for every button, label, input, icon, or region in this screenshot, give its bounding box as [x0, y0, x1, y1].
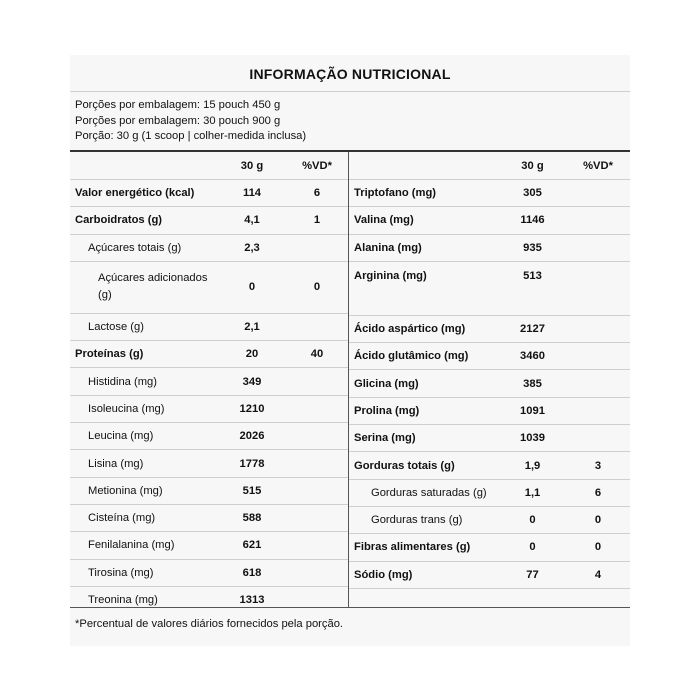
- right-header-row: [349, 152, 630, 180]
- nutrient-vd: [566, 370, 630, 397]
- nutrition-title: INFORMAÇÃO NUTRICIONAL: [70, 55, 630, 92]
- nutrient-vd: [286, 532, 348, 559]
- nutrient-name: Isoleucina (mg): [70, 395, 218, 422]
- nutrient-name: Ácido glutâmico (mg): [349, 343, 499, 370]
- right-header-vd: %VD*: [566, 152, 630, 180]
- table-row: [70, 504, 348, 531]
- nutrient-vd: [286, 450, 348, 477]
- table-row: [70, 559, 348, 586]
- table-row: [70, 532, 348, 559]
- right-header-name: [349, 152, 499, 180]
- nutrient-vd: [566, 343, 630, 370]
- nutrient-name: Proteínas (g): [70, 341, 218, 368]
- table-row: [70, 395, 348, 422]
- table-row: [349, 370, 630, 397]
- nutrient-value: 0: [499, 534, 566, 561]
- table-row: [349, 452, 630, 479]
- nutrition-table-left: [70, 152, 348, 613]
- nutrient-value: 114: [218, 180, 286, 207]
- nutrient-vd: [286, 586, 348, 613]
- nutrient-vd: [286, 559, 348, 586]
- table-row: [349, 534, 630, 561]
- nutrient-value: 1313: [239, 594, 265, 606]
- nutrient-value: 515: [218, 477, 286, 504]
- nutrient-value: 77: [499, 561, 566, 588]
- nutrient-vd: [286, 395, 348, 422]
- nutrient-vd: [566, 397, 630, 424]
- footnote: *Percentual de valores diários fornecidos pela porção.: [75, 618, 344, 630]
- table-row: [349, 234, 630, 261]
- nutrient-value: 0: [499, 506, 566, 533]
- nutrient-name: Treonina (mg): [88, 594, 158, 606]
- table-row: [349, 261, 630, 315]
- table-row: [349, 315, 630, 342]
- nutrient-vd: [566, 261, 630, 315]
- table-row: [349, 479, 630, 506]
- table-row: [70, 234, 348, 261]
- nutrient-name: Valor energético (kcal): [70, 180, 218, 207]
- nutrient-vd: 6: [286, 180, 348, 207]
- right-header-amount: 30 g: [499, 152, 566, 180]
- nutrient-name: Gorduras saturadas (g): [349, 479, 499, 506]
- nutrient-value: 588: [218, 504, 286, 531]
- nutrient-name: Arginina (mg): [349, 261, 499, 315]
- nutrient-vd: 4: [566, 561, 630, 588]
- nutrient-name: Ácido aspártico (mg): [349, 315, 499, 342]
- nutrient-name: Carboidratos (g): [70, 207, 218, 234]
- left-header-row: [70, 152, 348, 180]
- table-row: [70, 261, 348, 313]
- table-row: [70, 313, 348, 340]
- table-row: [70, 450, 348, 477]
- nutrient-value: 3460: [499, 343, 566, 370]
- nutrient-value: 385: [499, 370, 566, 397]
- nutrient-value: 1,9: [499, 452, 566, 479]
- nutrient-name: Triptofano (mg): [349, 180, 499, 207]
- nutrient-vd: 6: [566, 479, 630, 506]
- nutrient-vd: [286, 313, 348, 340]
- nutrient-vd: [566, 207, 630, 234]
- nutrient-value: 2026: [218, 423, 286, 450]
- portion-info: [75, 98, 306, 145]
- nutrient-vd: 3: [566, 452, 630, 479]
- nutrient-value: 618: [218, 559, 286, 586]
- portion-line-1: Porções por embalagem: 15 pouch 450 g: [75, 99, 281, 111]
- table-bottom-rule: [70, 607, 630, 608]
- nutrient-name: [349, 588, 499, 615]
- nutrient-value: 513: [499, 261, 566, 315]
- nutrient-vd: [566, 180, 630, 207]
- nutrient-name: Gorduras totais (g): [349, 452, 499, 479]
- table-row: [70, 180, 348, 207]
- nutrient-vd: [566, 588, 630, 615]
- nutrient-vd: 1: [286, 207, 348, 234]
- table-row: [70, 477, 348, 504]
- nutrient-name: Tirosina (mg): [70, 559, 218, 586]
- nutrient-vd: [286, 368, 348, 395]
- nutrient-name: Metionina (mg): [70, 477, 218, 504]
- nutrient-value: [499, 588, 566, 615]
- column-divider: [348, 152, 349, 607]
- nutrition-facts-panel: [70, 55, 630, 646]
- portion-line-2: Porções por embalagem: 30 pouch 900 g: [75, 114, 281, 127]
- nutrient-name: Lactose (g): [70, 313, 218, 340]
- nutrient-vd: [566, 234, 630, 261]
- left-header-amount: 30 g: [218, 152, 286, 180]
- nutrient-value: 20: [218, 341, 286, 368]
- nutrient-value: 1778: [218, 450, 286, 477]
- table-row: [349, 180, 630, 207]
- nutrient-vd: 0: [566, 506, 630, 533]
- table-row: [70, 341, 348, 368]
- table-row: [70, 368, 348, 395]
- nutrient-name: Serina (mg): [349, 425, 499, 452]
- left-header-name: [70, 152, 218, 180]
- table-row: [349, 588, 630, 615]
- table-row: [70, 586, 348, 613]
- nutrient-vd: [286, 234, 348, 261]
- nutrient-value: 621: [218, 532, 286, 559]
- nutrient-value: 1210: [218, 395, 286, 422]
- nutrient-name: Açúcares totais (g): [70, 234, 218, 261]
- nutrient-name: Valina (mg): [349, 207, 499, 234]
- nutrient-vd: 0: [566, 534, 630, 561]
- nutrient-value: 2,3: [218, 234, 286, 261]
- nutrient-value: 305: [499, 180, 566, 207]
- nutrient-name: Fibras alimentares (g): [349, 534, 499, 561]
- nutrient-name: Leucina (mg): [70, 423, 218, 450]
- nutrient-name: Histidina (mg): [70, 368, 218, 395]
- nutrient-value: 4,1: [218, 207, 286, 234]
- nutrient-vd: 40: [286, 341, 348, 368]
- table-row: [70, 423, 348, 450]
- nutrient-vd: [566, 425, 630, 452]
- nutrient-value: 1091: [499, 397, 566, 424]
- nutrient-name: Prolina (mg): [349, 397, 499, 424]
- nutrient-value: 1039: [499, 425, 566, 452]
- portion-line-3: Porção: 30 g (1 scoop | colher-medida inclusa): [75, 130, 307, 142]
- nutrient-vd: [286, 504, 348, 531]
- nutrient-value: 1146: [499, 207, 566, 234]
- left-header-vd: %VD*: [286, 152, 348, 180]
- nutrient-vd: [566, 315, 630, 342]
- nutrient-name: Gorduras trans (g): [349, 506, 499, 533]
- table-row: [349, 397, 630, 424]
- table-row: [349, 207, 630, 234]
- nutrition-table-right: [349, 152, 630, 615]
- nutrient-name: Cisteína (mg): [70, 504, 218, 531]
- table-row: [349, 506, 630, 533]
- table-row: [349, 561, 630, 588]
- nutrient-value: 1,1: [499, 479, 566, 506]
- nutrient-name: Glicina (mg): [349, 370, 499, 397]
- nutrient-value: 0: [218, 261, 286, 313]
- nutrient-vd: 0: [286, 261, 348, 313]
- nutrient-value: 935: [499, 234, 566, 261]
- nutrient-vd: [286, 423, 348, 450]
- nutrient-name: Alanina (mg): [349, 234, 499, 261]
- nutrient-name: Açúcares adicionados (g): [70, 261, 218, 313]
- nutrient-value: 2127: [499, 315, 566, 342]
- nutrient-vd: [286, 477, 348, 504]
- nutrient-name: Sódio (mg): [349, 561, 499, 588]
- table-row: [70, 207, 348, 234]
- table-row: [349, 343, 630, 370]
- table-row: [349, 425, 630, 452]
- nutrient-name: Fenilalanina (mg): [70, 532, 218, 559]
- nutrient-value: 2,1: [218, 313, 286, 340]
- nutrient-value: 349: [218, 368, 286, 395]
- nutrient-name: Lisina (mg): [70, 450, 218, 477]
